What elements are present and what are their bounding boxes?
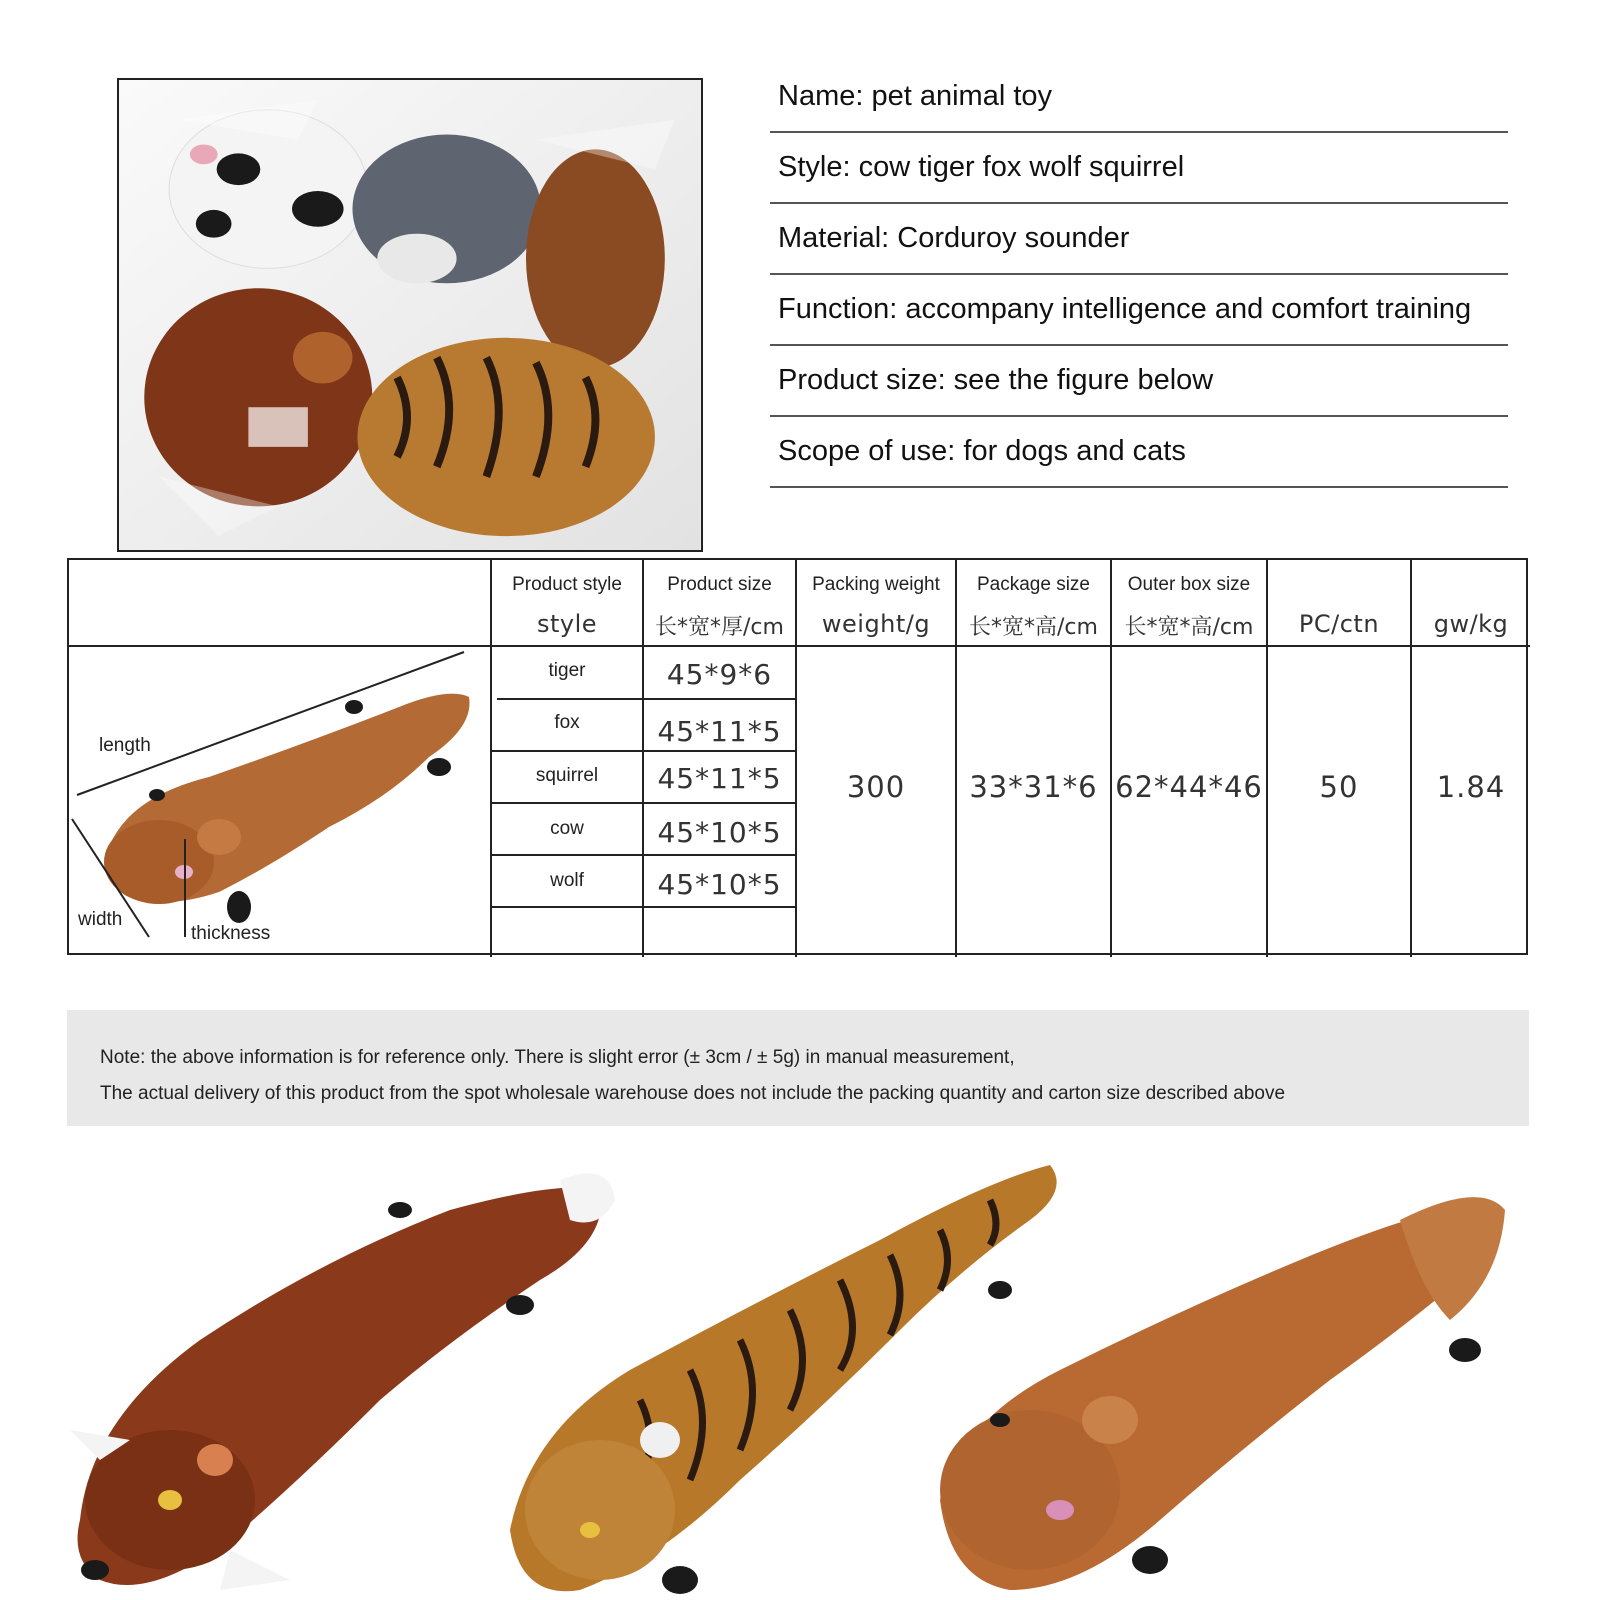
toys-photo — [0, 1160, 1600, 1600]
row-size-tiger: 45*9*6 — [666, 658, 773, 691]
header-top-text: Product size — [667, 574, 772, 595]
header-package-size — [957, 560, 1110, 645]
product-bag-photo — [117, 78, 703, 552]
header-bottom-text: weight/g — [821, 610, 931, 638]
header-top-text: Product style — [512, 574, 622, 595]
row-style-fox: fox — [554, 712, 580, 733]
note-line-1: Note: the above information is for reference only. There is slight error (± 3cm / ± 5g) in manual measurement, — [100, 1047, 1015, 1068]
header-product-style — [492, 560, 642, 645]
spec-material — [770, 204, 1508, 275]
toys-illustration — [0, 1160, 1600, 1600]
packing-weight-value: 300 — [846, 770, 906, 804]
header-bottom-text: gw/kg — [1433, 610, 1509, 638]
table-divider — [642, 698, 795, 700]
squirrel-toy — [940, 1197, 1505, 1590]
size-table — [67, 558, 1528, 955]
spec-style-text: Style: cow tiger fox wolf squirrel — [778, 151, 1185, 183]
spec-list — [770, 62, 1508, 488]
header-bottom-text: 长*宽*高/cm — [969, 615, 1098, 640]
thickness-label: thickness — [191, 923, 271, 944]
table-divider — [497, 698, 642, 700]
header-top-text: Outer box size — [1127, 574, 1251, 595]
header-bottom-text: 长*宽*高/cm — [1124, 615, 1254, 640]
gw-kg-value: 1.84 — [1436, 770, 1506, 804]
header-packing-weight — [797, 560, 955, 645]
spec-material-text: Material: Corduroy sounder — [778, 222, 1130, 254]
row-size-squirrel: 45*11*5 — [657, 762, 782, 795]
row-style-wolf: wolf — [550, 870, 584, 891]
table-divider — [490, 854, 795, 856]
header-pc-ctn — [1268, 560, 1410, 645]
note-box — [67, 1010, 1529, 1126]
header-bottom-text: PC/ctn — [1298, 610, 1380, 638]
header-product-size — [644, 560, 795, 645]
pc-ctn-value: 50 — [1319, 770, 1359, 804]
length-label: length — [99, 735, 151, 756]
product-bag-illustration — [119, 80, 701, 550]
spec-scope — [770, 417, 1508, 488]
row-size-wolf: 45*10*5 — [657, 868, 782, 901]
header-top-text: Package size — [976, 574, 1090, 595]
spec-product-size — [770, 346, 1508, 417]
header-bottom-text: style — [536, 610, 598, 638]
header-top-text: Packing weight — [812, 574, 940, 595]
spec-function — [770, 275, 1508, 346]
row-size-fox: 45*11*5 — [657, 715, 782, 748]
spec-style — [770, 133, 1508, 204]
header-bottom-text: 长*宽*厚/cm — [655, 615, 784, 640]
header-gw-kg — [1412, 560, 1530, 645]
note-line-2: The actual delivery of this product from the spot wholesale warehouse does not include the packing quantity and carton size described above — [100, 1083, 1286, 1104]
header-outer-box-size — [1112, 560, 1266, 645]
row-size-cow: 45*10*5 — [657, 816, 782, 849]
spec-function-text: Function: accompany intelligence and comfort training — [778, 293, 1472, 325]
width-label: width — [78, 909, 123, 930]
row-style-squirrel: squirrel — [535, 765, 599, 786]
squirrel-diagram-illustration — [69, 647, 490, 955]
table-divider — [490, 802, 795, 804]
spec-product-size-text: Product size: see the figure below — [778, 364, 1214, 396]
outer-box-size-value: 62*44*46 — [1115, 770, 1263, 804]
spec-name-text: Name: pet animal toy — [778, 80, 1053, 112]
package-size-value: 33*31*6 — [969, 770, 1098, 804]
spec-scope-text: Scope of use: for dogs and cats — [778, 435, 1186, 467]
row-style-tiger: tiger — [548, 660, 586, 681]
spec-name — [770, 62, 1508, 133]
table-divider — [490, 750, 795, 752]
row-style-cow: cow — [550, 818, 584, 839]
table-divider — [490, 906, 795, 908]
dimension-diagram — [69, 647, 490, 955]
